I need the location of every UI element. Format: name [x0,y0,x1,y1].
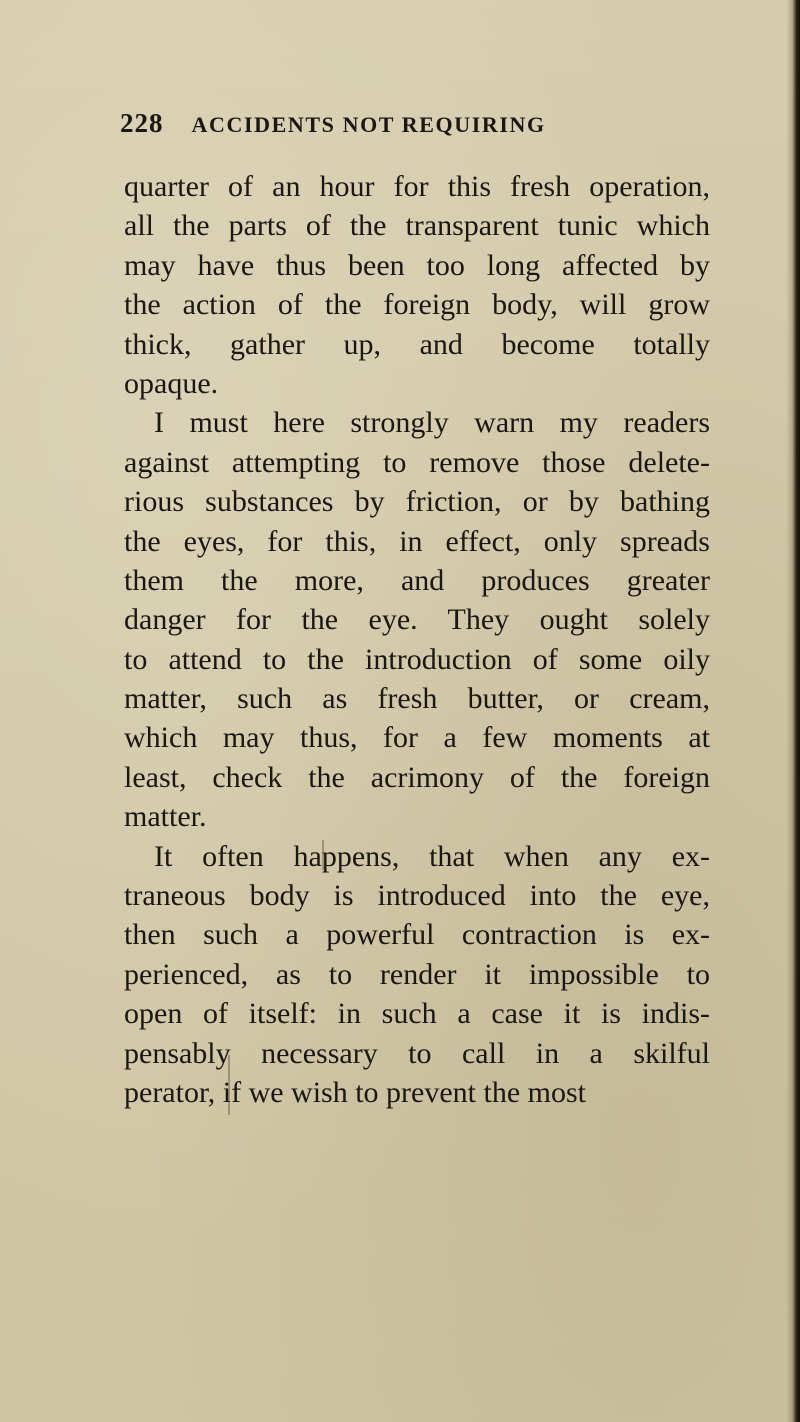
text-line: matter. [124,800,207,834]
text-line: perienced, as to render it impossible to [124,957,710,991]
text-line: rious substances by friction, or by bathing [124,485,710,519]
text-line: open of itself: in such a case it is indis- [124,997,710,1031]
page-header [120,108,680,148]
text-line: which may thus, for a few moments at [124,721,710,755]
text-line: opaque. [124,366,219,400]
text-line: to attend to the introduction of some oily [124,642,710,676]
paragraph-start-line: It often happens, that when any ex- [154,839,710,873]
text-line: the eyes, for this, in effect, only spreads [124,524,710,558]
text-line: danger for the eye. They ought solely [124,603,710,637]
text-line: may have thus been too long affected by [124,248,710,282]
page-number: 228 [120,108,164,138]
paper-blemish [228,1055,230,1115]
text-line: thick, gather up, and become totally [124,327,710,361]
text-line: pensably necessary to call in a skilful [124,1036,710,1070]
body-text [124,167,710,1112]
text-line: all the parts of the transparent tunic which [124,209,710,243]
running-head: ACCIDENTS NOT REQUIRING [191,112,546,137]
text-line: against attempting to remove those delete- [124,445,710,479]
text-line: them the more, and produces greater [124,563,710,597]
text-line: the action of the foreign body, will grow [124,288,710,322]
text-line: perator, if we wish to prevent the most [124,1075,587,1109]
text-line: then such a powerful contraction is ex- [124,918,710,952]
paragraph-start-line: I must here strongly warn my readers [154,406,710,440]
text-line: matter, such as fresh butter, or cream, [124,682,710,716]
text-line: quarter of an hour for this fresh operation, [124,170,710,203]
text-line: least, check the acrimony of the foreign [124,760,710,794]
text-line: traneous body is introduced into the eye, [124,879,710,913]
paper-blemish [322,840,324,870]
page-edge-shadow [786,0,800,1422]
